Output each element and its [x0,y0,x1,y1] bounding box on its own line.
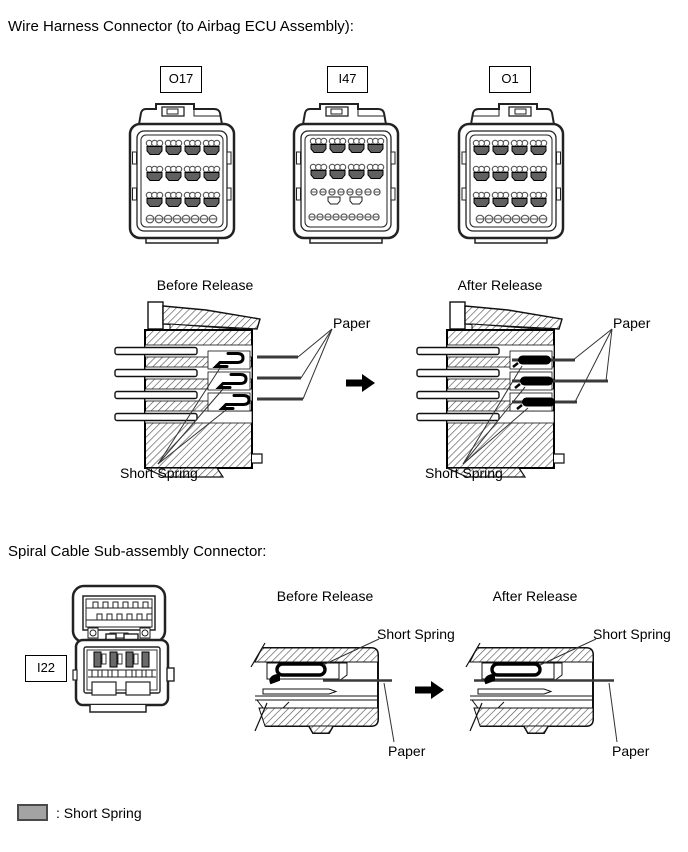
transition-arrow-icon [415,680,445,700]
paper-label-before-lower: Paper [388,743,426,759]
connector-cutaway-body [251,643,378,733]
connector-o1-front-diagram [453,100,569,246]
paper-lines [257,357,303,399]
paper-label-after-upper: Paper [613,315,651,331]
legend-short-spring-swatch [17,804,48,821]
connector-i47-front-diagram [288,100,404,246]
connector-cutaway-body [466,643,593,733]
short-spring-label-after-lower: Short Spring [593,626,671,642]
connector-label-o17: O17 [160,66,202,93]
connector-o17-front-diagram [124,100,240,246]
paper-label-before-upper: Paper [333,315,371,331]
paper-label-after-lower: Paper [612,743,650,759]
legend-label: : Short Spring [56,805,142,821]
stage-label-after-upper: After Release [457,277,543,293]
stage-label-after-lower: After Release [492,588,578,604]
stage-label-before-upper: Before Release [156,277,254,293]
connector-i22-front-diagram [68,584,180,716]
short-spring-label-before-upper: Short Spring [120,465,198,481]
connector-label-o1: O1 [489,66,531,93]
short-spring-label-before-lower: Short Spring [377,626,455,642]
short-spring-label-after-upper: Short Spring [425,465,503,481]
transition-arrow-icon [346,373,376,393]
connector-cutaway-body [417,302,564,477]
connector-label-i22: I22 [25,655,67,682]
stage-label-before-lower: Before Release [276,588,374,604]
section-title-wire-harness: Wire Harness Connector (to Airbag ECU Assembly): [8,18,354,35]
section-title-spiral-cable: Spiral Cable Sub-assembly Connector: [8,543,267,560]
connector-label-i47: I47 [327,66,368,93]
connector-cutaway-body [115,302,262,477]
